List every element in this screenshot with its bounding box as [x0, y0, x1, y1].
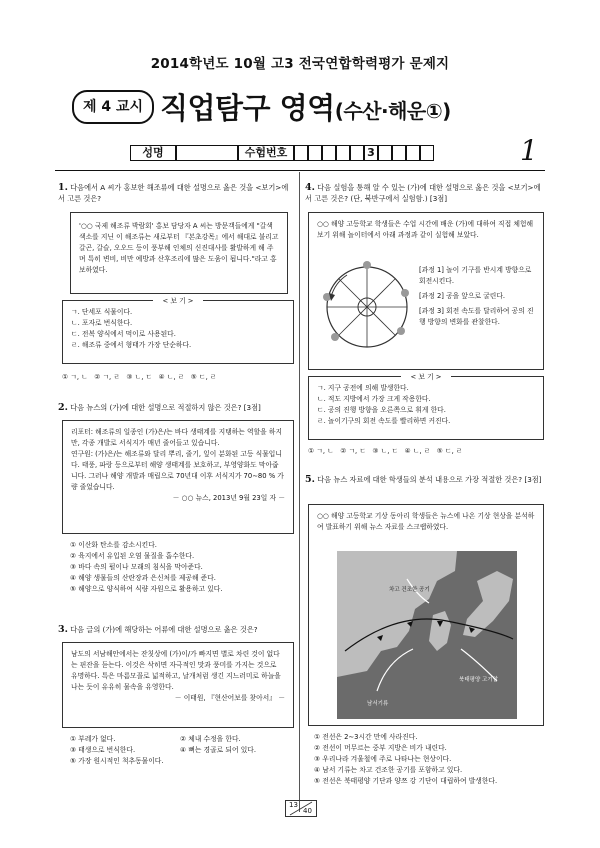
- weather-map: [337, 551, 517, 719]
- procedure-steps: [419, 265, 537, 328]
- question-number: 5.: [305, 474, 315, 485]
- choice[interactable]: ④ 뼈는 경골로 되어 있다.: [180, 746, 256, 754]
- choice[interactable]: ④ 남서 기류는 차고 건조한 공기를 포함하고 있다.: [314, 766, 463, 774]
- question-stem: 다음 글의 (가)에 해당하는 어류에 대한 설명으로 옳은 것은?: [70, 625, 258, 634]
- name-label: 성명: [130, 145, 176, 161]
- q3-passage: [62, 642, 294, 728]
- question-stem: 다음 뉴스 자료에 대한 학생들의 분석 내용으로 가장 적절한 것은? [3점]: [317, 475, 542, 484]
- exam-number-box[interactable]: [322, 145, 336, 161]
- subject-main: 직업탐구 영역: [160, 91, 335, 125]
- exam-number-box[interactable]: [336, 145, 350, 161]
- question-number: 4.: [305, 182, 315, 193]
- q2-passage: [62, 420, 294, 534]
- bogi-item: ㄹ. 해조류 중에서 형태가 가장 단순하다.: [71, 341, 192, 349]
- choice[interactable]: ① 전선은 2∼3시간 만에 사라진다.: [314, 733, 418, 741]
- question-2: [58, 402, 294, 413]
- passage-text: 남도의 서남해안에서는 잔칫상에 (가)이/가 빠지면 별로 차린 것이 없다는 핀잔을 듣는다. 이것은 삭히면 자극적인 맛과 풍미를 가지는 것으로 유명하다. 특은 마름모꼴로 넓적하고, 날개처럼 생긴 지느러미로 하늘을 나는 듯이 유유히 물속을 유영한다.: [71, 650, 281, 691]
- bogi-item: ㄴ. 포자로 번식한다.: [71, 319, 133, 327]
- q1-bogi: [62, 297, 294, 364]
- q2-choices: [70, 540, 296, 595]
- name-field[interactable]: [176, 145, 238, 161]
- passage-line: 리포터: 해조류의 일종인 (가)은/는 바다 생태계를 지탱하는 역할을 하지만, 각종 개발로 서식지가 매년 줄어들고 있습니다.: [71, 428, 283, 447]
- exam-number-box[interactable]: [294, 145, 308, 161]
- choice[interactable]: ③ 태생으로 번식한다.: [70, 746, 136, 754]
- question-stem: 다음에서 A 씨가 홍보한 해조류에 대한 설명으로 옳은 것을 <보기>에서 고른 것은?: [58, 183, 289, 203]
- choice[interactable]: ① 부레가 없다.: [70, 735, 116, 743]
- question-stem: 다음 실험을 통해 알 수 있는 (가)에 대한 설명으로 옳은 것을 <보기>에서 고른 것은? (단, 북반구에서 실험함.) [3점]: [305, 183, 541, 203]
- procedure-step: [과정 2] 공을 앞으로 굴린다.: [419, 292, 506, 300]
- question-stem: 다음 뉴스의 (가)에 대한 설명으로 적절하지 않은 것은? [3점]: [70, 403, 261, 412]
- choice[interactable]: ⑤ 해양으로 양식하여 식량 자원으로 활용하고 있다.: [70, 585, 223, 593]
- bogi-item: ㄷ. 공의 진행 방향을 오른쪽으로 휘게 한다.: [317, 406, 446, 414]
- q5-passage: [308, 504, 544, 726]
- exam-number-box[interactable]: [308, 145, 322, 161]
- passage-source: － 이태원, 『현산어보를 찾아서』 －: [174, 694, 285, 702]
- bogi-item: ㄱ. 단세포 식물이다.: [71, 308, 133, 316]
- passage-source: － ○○ 뉴스, 2013년 9월 23일 자 －: [172, 494, 285, 502]
- bogi-item: ㄱ. 지구 공전에 의해 발생한다.: [317, 384, 409, 392]
- passage-line: 연구원: (가)은/는 해조류와 달리 뿌리, 줄기, 잎이 분화된 고등 식물입니다. 태풍, 파랑 등으로부터 해양 생태계를 보호하고, 부영양화도 막아줍니다. 그러나 해양 개발과 매립으로 70년대 이후 서식지가 70∼80 % 가량 줄었습니다.: [71, 450, 284, 491]
- bogi-item: ㄹ. 놀이기구의 회전 속도를 빨리하면 커진다.: [317, 417, 451, 425]
- question-4: [305, 182, 545, 204]
- page-number: 1: [520, 134, 538, 167]
- passage-text: ○○ 해양 고등학교 학생들은 수업 시간에 배운 (가)에 대하여 직접 체험해 보기 위해 놀이터에서 아래 과정과 같이 실험해 보았다.: [317, 220, 534, 239]
- question-number: 2.: [58, 402, 68, 413]
- choice[interactable]: ④ 해양 생물들의 산란장과 은신처를 제공해 준다.: [70, 574, 216, 582]
- q1-passage: [70, 212, 288, 294]
- question-5: [305, 474, 545, 485]
- exam-number-box[interactable]: [406, 145, 420, 161]
- choice[interactable]: ⑤ 가장 원시적인 척추동물이다.: [70, 757, 164, 765]
- choice[interactable]: ⑤ 전선은 북태평양 기단과 양쯔 강 기단이 대립하여 발생한다.: [314, 777, 498, 785]
- exam-title: 2014학년도 10월 고3 전국연합학력평가 문제지: [150, 56, 450, 72]
- q3-choices: [70, 734, 296, 767]
- exam-number-box[interactable]: [420, 145, 434, 161]
- candidate-info: [130, 145, 434, 161]
- bogi-item: ㄷ. 전복 양식에서 먹이로 사용된다.: [71, 330, 176, 338]
- column-divider: [299, 172, 300, 812]
- procedure-step: [과정 3] 회전 속도를 달리하여 공의 진행 방향의 변화를 관찰한다.: [419, 307, 534, 326]
- q1-choices[interactable]: ① ㄱ, ㄴ ② ㄱ, ㄹ ③ ㄴ, ㄷ ④ ㄴ, ㄹ ⑤ ㄷ, ㄹ: [62, 373, 217, 381]
- bogi-title: < 보 기 >: [153, 296, 203, 307]
- choice[interactable]: ① 이산화 탄소를 감소시킨다.: [70, 541, 157, 549]
- passage-text: ○○ 해양 고등학교 기상 동아리 학생들은 뉴스에 나온 기상 현상을 분석하여 발표하기 위해 뉴스 자료를 스크랩하였다.: [317, 512, 535, 531]
- q4-bogi: [308, 373, 544, 440]
- question-number: 1.: [58, 182, 68, 193]
- header-rule: [55, 170, 545, 171]
- q5-choices: [314, 732, 546, 787]
- merry-go-round-illustration: [317, 257, 417, 357]
- exam-number-box[interactable]: [392, 145, 406, 161]
- exam-number-fixed: 3: [364, 145, 378, 161]
- choice[interactable]: ③ 우리나라 겨울철에 주로 나타나는 현상이다.: [314, 755, 452, 763]
- subject-title: [160, 86, 451, 127]
- question-number: 3.: [58, 624, 68, 635]
- subject-sub: (수산·해운①): [334, 99, 451, 123]
- choice[interactable]: ② 육지에서 유입된 오염 물질을 흡수한다.: [70, 552, 195, 560]
- session-badge: 제 4 교시: [72, 90, 154, 124]
- q4-passage: [308, 212, 544, 370]
- question-1: [58, 182, 294, 204]
- exam-number-label: 수험번호: [238, 145, 294, 161]
- choice[interactable]: ② 전선이 머무르는 중부 지방은 비가 내린다.: [314, 744, 447, 752]
- page-total: 40: [303, 807, 312, 815]
- question-3: [58, 624, 294, 635]
- bogi-title: < 보 기 >: [401, 372, 451, 383]
- procedure-step: [과정 1] 놀이 기구를 반시계 방향으로 회전시킨다.: [419, 266, 532, 285]
- map-label-south: 남서기류: [367, 701, 389, 707]
- exam-number-box[interactable]: [378, 145, 392, 161]
- exam-number-box[interactable]: [350, 145, 364, 161]
- map-label-cold: 차고 건조한 공기: [389, 587, 430, 593]
- page-counter: [285, 800, 317, 817]
- choice[interactable]: ② 체내 수정을 한다.: [180, 735, 241, 743]
- choice[interactable]: ③ 바다 속의 펄이나 모래의 침식을 막아준다.: [70, 563, 203, 571]
- bogi-item: ㄴ. 적도 지방에서 가장 크게 작용한다.: [317, 395, 431, 403]
- page-current: 13: [289, 801, 298, 809]
- passage-text: '○○ 국제 해조류 박람회' 홍보 담당자 A 씨는 방문객들에게 "갈색 색소를 지닌 이 해조류는 새로부터 『본초강목』에서 해대로 불리고 갈곤, 갈슬, 오오드 등이 풍부해 인체의 신진대사를 활발하게 해 주며 특히 변비, 비만 예방과 산후조리에 많은 도움이 됩니다."라고 홍보하였다.: [79, 222, 279, 274]
- q4-choices[interactable]: ① ㄱ, ㄴ ② ㄱ, ㄷ ③ ㄴ, ㄷ ④ ㄴ, ㄹ ⑤ ㄷ, ㄹ: [308, 447, 463, 455]
- map-label-north-pacific: 북태평양 고기압: [459, 677, 498, 683]
